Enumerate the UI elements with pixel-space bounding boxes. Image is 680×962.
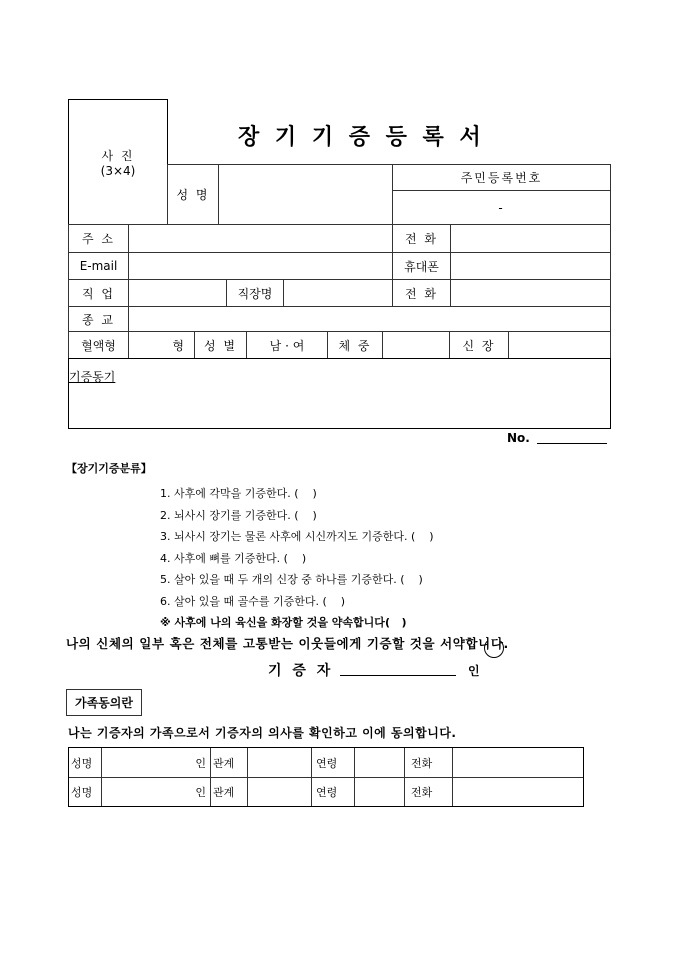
- job-label: 직 업: [68, 279, 129, 307]
- name-label: 성명: [69, 748, 102, 777]
- height-field[interactable]: [508, 331, 611, 359]
- family-statement: 나는 기증자의 가족으로서 기증자의 의사를 확인하고 이에 동의합니다.: [68, 726, 457, 740]
- phone-field[interactable]: [453, 778, 583, 806]
- donor-seal: 인: [468, 664, 480, 678]
- family-heading: 가족동의란: [66, 689, 142, 716]
- pledge-text: 나의 신체의 일부 혹은 전체를 고통받는 이웃들에게 기증할 것을 서약합니다.: [66, 636, 509, 651]
- motive-field[interactable]: [68, 358, 611, 429]
- rrn-field[interactable]: -: [392, 190, 611, 225]
- name-label: 성 명: [167, 164, 219, 225]
- height-label: 신 장: [449, 331, 509, 359]
- age-label: 연령: [316, 786, 338, 799]
- relation-field[interactable]: [247, 748, 312, 777]
- relation-label: 관계: [213, 756, 235, 770]
- religion-label: 종 교: [68, 306, 129, 332]
- phone-label: 전 화: [392, 224, 451, 253]
- religion-field[interactable]: [128, 306, 611, 332]
- address-label: 주 소: [68, 224, 129, 253]
- classification-item: 3. 뇌사시 장기는 물론 사후에 시신까지도 기증한다. ( ): [160, 530, 434, 543]
- age-field[interactable]: [354, 748, 405, 777]
- name-field[interactable]: 인: [102, 778, 211, 806]
- weight-label: 체 중: [327, 331, 383, 359]
- family-row: [69, 778, 583, 806]
- classification-list: [160, 483, 434, 634]
- name-field[interactable]: 인: [102, 748, 211, 777]
- age-label: 연령: [316, 756, 338, 770]
- address-field[interactable]: [128, 224, 393, 253]
- job-field[interactable]: [128, 279, 227, 307]
- sex-field[interactable]: 남 · 여: [246, 331, 328, 359]
- phone-field[interactable]: [453, 748, 583, 777]
- donor-label: 기 증 자: [268, 663, 334, 679]
- cremation-note: ※ 사후에 나의 육신을 화장할 것을 약속합니다( ): [160, 616, 407, 629]
- mobile-field[interactable]: [450, 252, 611, 280]
- classification-item: 1. 사후에 각막을 기증한다. ( ): [160, 487, 317, 500]
- number-field[interactable]: [537, 443, 607, 444]
- workplace-field[interactable]: [283, 279, 393, 307]
- email-field[interactable]: [128, 252, 393, 280]
- email-label: E-mail: [68, 252, 129, 280]
- classification-heading: 【장기기증분류】: [66, 462, 152, 475]
- family-table: [68, 747, 584, 807]
- name-field[interactable]: [218, 164, 393, 225]
- name-label: 성명: [69, 778, 102, 806]
- classification-item: 2. 뇌사시 장기를 기증한다. ( ): [160, 508, 317, 522]
- phone-field[interactable]: [450, 224, 611, 253]
- motive-label: 기증동기: [69, 370, 116, 384]
- sex-label: 성 별: [194, 331, 247, 359]
- mouse-cursor-icon: [484, 638, 504, 658]
- rrn-label: 주민등록번호: [392, 164, 611, 191]
- blood-field[interactable]: 형: [128, 331, 195, 359]
- classification-item: 5. 살아 있을 때 두 개의 신장 중 하나를 기증한다. ( ): [160, 573, 423, 586]
- classification-item: 4. 사후에 뼈를 기증한다. ( ): [160, 551, 307, 565]
- donor-signature-field[interactable]: [340, 675, 456, 676]
- photo-box: 사 진 (3×4): [68, 99, 168, 225]
- workplace-label: 직장명: [226, 279, 284, 307]
- work-phone-field[interactable]: [450, 279, 611, 307]
- relation-field[interactable]: [247, 778, 312, 806]
- page-title: 장 기 기 증 등 록 서: [238, 125, 485, 150]
- age-field[interactable]: [354, 778, 405, 806]
- phone-label: 전화: [405, 748, 453, 777]
- number-label: No.: [507, 431, 530, 445]
- blood-label: 혈액형: [68, 331, 129, 359]
- relation-label: 관계: [213, 786, 235, 799]
- weight-field[interactable]: [382, 331, 450, 359]
- work-phone-label: 전 화: [392, 279, 451, 307]
- family-row: [69, 748, 583, 778]
- phone-label: 전화: [405, 778, 453, 806]
- mobile-label: 휴대폰: [392, 252, 451, 280]
- classification-item: 6. 살아 있을 때 골수를 기증한다. ( ): [160, 594, 346, 608]
